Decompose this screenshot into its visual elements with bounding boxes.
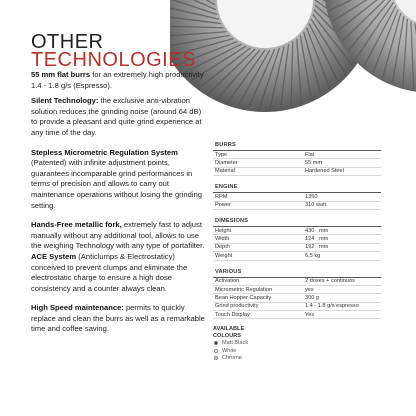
spec-value: Flat: [305, 151, 315, 158]
spec-unit: mm: [319, 244, 329, 251]
feature-ace-text: (Anticlumps & Electrostaticy) conceived to prevent clumps and eliminate the electrostatic charge to ensure a high dose consistency and a counter always clean.: [31, 251, 188, 293]
spec-value: 124: [305, 236, 315, 243]
spec-value: 2 doses + continuos: [305, 278, 355, 285]
section-engine: [213, 183, 381, 210]
feature-maintenance-heading: High Speed maintenance:: [31, 303, 124, 313]
colours-title-1: AVAILABLE: [213, 326, 245, 333]
feature-maintenance-text: permits to quickly replace and clean the burrs as well as a remarkable time and coffee saving.: [31, 303, 205, 334]
section-title: ENGINE: [213, 183, 381, 193]
title-line-1: OTHER: [31, 31, 104, 53]
feature-stepless-heading: Stepless Micrometric Regulation System: [31, 147, 178, 157]
spec-value: Yes: [305, 311, 315, 318]
spec-key: Touch Display: [215, 311, 250, 318]
feature-silent: [31, 96, 206, 138]
spec-unit: mm: [319, 236, 329, 243]
spec-key: Type: [215, 151, 228, 158]
spec-key: Weight: [215, 252, 233, 259]
table-row: [213, 159, 381, 167]
spec-value: Hardened Steel: [305, 168, 344, 175]
section-title: VARIOUS: [213, 268, 381, 278]
table-row: [213, 244, 381, 252]
spec-value: 1350: [305, 193, 318, 200]
section-title: DIMESIONS: [213, 217, 381, 227]
spec-unit: mm: [319, 227, 329, 234]
feature-fork-heading: Hands-Free metallic fork,: [31, 220, 122, 230]
table-row: [213, 311, 381, 319]
specs-table: [213, 141, 381, 362]
feature-fork-text: extremely fast to adjust manually without any additional tool, allows to use the weighing Technology with any type of portafilter.: [31, 220, 205, 251]
section-various: [213, 268, 381, 320]
feature-ace-heading: ACE System: [31, 251, 77, 261]
spec-value: 1.4 - 1.8 g/s espresso: [305, 303, 359, 310]
table-row: [213, 278, 381, 286]
colour-option-chrome: [213, 354, 381, 362]
colour-label: White: [222, 347, 237, 354]
feature-stepless-text: (Patented) with infinite adjustment points, guarantees incomparable grind performances in terms of precision and allows to carry out maintenance operations without losing the grinding setting.: [31, 158, 202, 210]
table-row: [213, 286, 381, 294]
spec-key: Diameter: [215, 160, 238, 167]
spec-key: Activation: [215, 278, 240, 285]
colour-swatch: [214, 349, 218, 353]
section-burrs: [213, 141, 381, 176]
colour-option-white: [213, 347, 381, 355]
section-title: BURRS: [213, 141, 381, 151]
feature-burrs: [31, 70, 206, 91]
colour-label: Matt Black: [222, 340, 249, 347]
page-title: [31, 33, 196, 69]
table-row: [213, 303, 381, 311]
spec-value: 6,5 kg: [305, 252, 321, 259]
colour-swatch: [214, 341, 218, 345]
spec-key: Grind productivity: [215, 303, 259, 310]
spec-value: 55 mm: [305, 160, 323, 167]
colour-swatch: [214, 356, 218, 360]
title-line-2: TECHNOLOGIES: [31, 49, 196, 71]
feature-burrs-text: for an extremely high productivity 1.4 - 1.8 g/s (Espresso).: [31, 70, 204, 90]
spec-key: Width: [215, 236, 230, 243]
section-dimensions: [213, 217, 381, 261]
table-row: [213, 151, 381, 159]
feature-burrs-heading: 55 mm flat burrs: [31, 70, 91, 79]
table-row: [213, 227, 381, 235]
feature-silent-heading: Silent Technology:: [31, 96, 99, 106]
table-row: [213, 235, 381, 243]
grinding-burr-image: [170, 0, 416, 150]
spec-value: yes: [305, 286, 314, 293]
spec-value: 430: [305, 227, 315, 234]
table-row: [213, 294, 381, 302]
table-row: [213, 202, 381, 210]
feature-stepless: [31, 148, 206, 212]
spec-value: 300 g: [305, 294, 319, 301]
available-colours: [213, 326, 381, 362]
feature-fork: [31, 220, 206, 252]
table-row: [213, 252, 381, 260]
spec-key: Bean Hopper Capacity: [215, 294, 272, 301]
spec-key: Micrometric Regulation: [215, 286, 273, 293]
colour-option-matt-black: [213, 339, 381, 347]
feature-maintenance: [31, 303, 206, 335]
colour-label: Chrome: [222, 355, 242, 362]
feature-silent-text: the exclusive anti-vibration solution reduces the grinding noise (around 64 dB) to provide a pleasant and quite grind experience at any time of the day.: [31, 96, 202, 137]
spec-value: 192: [305, 244, 315, 251]
spec-key: RPM: [215, 193, 228, 200]
colours-title-2: COLOURS: [213, 332, 241, 339]
spec-key: Height: [215, 227, 232, 234]
spec-key: Depth: [215, 244, 230, 251]
table-row: [213, 193, 381, 201]
burr-illustration: [170, 0, 416, 150]
spec-key: Material: [215, 168, 235, 175]
feature-ace: [31, 252, 206, 294]
spec-value: 310 watt: [305, 202, 327, 209]
spec-key: Power: [215, 202, 231, 209]
table-row: [213, 168, 381, 176]
features-column: [31, 70, 206, 335]
